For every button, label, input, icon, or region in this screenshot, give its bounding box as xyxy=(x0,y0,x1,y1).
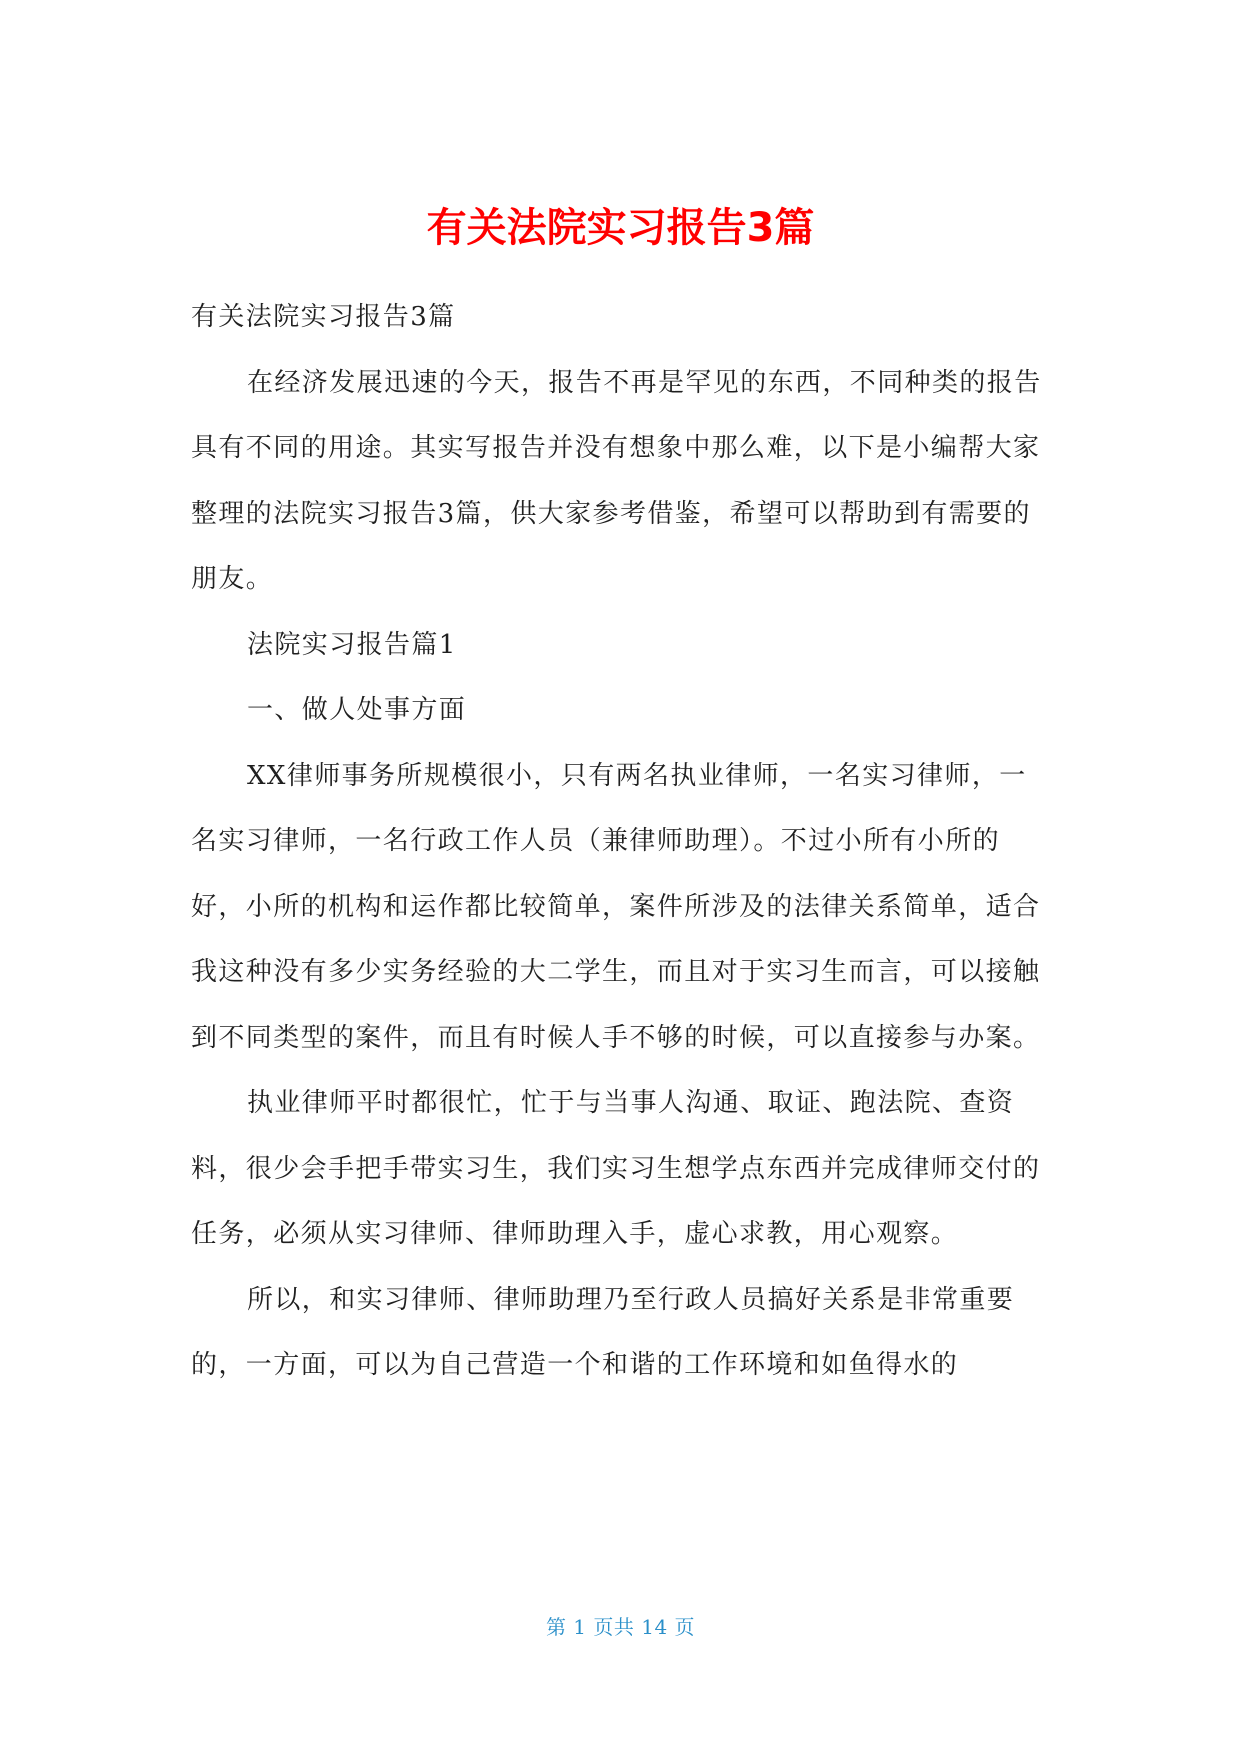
subsection-heading: 一、做人处事方面 xyxy=(247,695,467,725)
document-title: 有关法院实习报告3篇 xyxy=(426,205,815,251)
intro-paragraph: 在经济发展迅速的今天，报告不再是罕见的东西，不同种类的报告具有不同的用途。其实写报告并没有想象中那么难，以下是小编帮大家整理的法院实习报告3篇，供大家参考借鉴，希望可以帮助到有需要的朋友。 xyxy=(191,367,1042,594)
body-paragraph: 所以，和实习律师、律师助理乃至行政人员搞好关系是非常重要的，一方面，可以为自己营造一个和谐的工作环境和如鱼得水的 xyxy=(191,1284,1015,1380)
document-body xyxy=(191,285,1051,1399)
section-heading: 法院实习报告篇1 xyxy=(247,629,457,660)
page-number-footer: 第 1 页共 14 页 xyxy=(545,1615,696,1639)
body-paragraph: XX律师事务所规模很小，只有两名执业律师，一名实习律师，一名实习律师，一名行政工作人员（兼律师助理）。不过小所有小所的好，小所的机构和运作都比较简单，案件所涉及的法律关系简单，适合我这种没有多少实务经验的大二学生，而且对于实习生而言，可以接触到不同类型的案件，而且有时候人手不够的时候，可以直接参与办案。 xyxy=(191,760,1041,1053)
body-paragraph: 执业律师平时都很忙，忙于与当事人沟通、取证、跑法院、查资料，很少会手把手带实习生，我们实习生想学点东西并完成律师交付的任务，必须从实习律师、律师助理入手，虚心求教，用心观察。 xyxy=(191,1088,1041,1249)
document-subtitle: 有关法院实习报告3篇 xyxy=(191,302,456,332)
